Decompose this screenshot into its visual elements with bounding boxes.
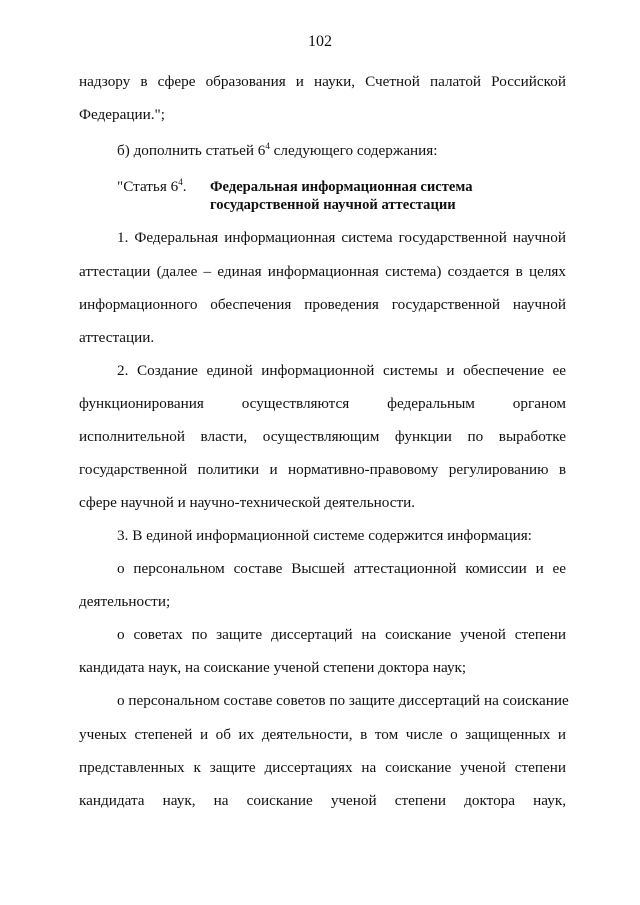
article-label-suffix: .: [182, 178, 187, 195]
list-item-line: кандидата наук, на соискание ученой степени доктора наук,: [79, 792, 566, 809]
article-title: Федеральная информационная система: [210, 179, 473, 195]
list-item-line: ученых степеней и об их деятельности, в том числе о защищенных и: [79, 726, 566, 743]
amendment-b-text-end: следующего содержания:: [269, 142, 438, 159]
article-label: [117, 177, 187, 197]
paragraph-line: 2. Создание единой информационной системы и обеспечение ее: [117, 362, 566, 379]
article-title: государственной научной аттестации: [210, 197, 456, 213]
list-item-line: о персональном составе Высшей аттестационной комиссии и ее: [117, 560, 566, 577]
amendment-b: [117, 141, 438, 161]
paragraph-line: 1. Федеральная информационная система государственной научной: [117, 229, 566, 246]
paragraph-line: аттестации (далее – единая информационная система) создается в целях: [79, 263, 566, 280]
paragraph-line: государственной политики и нормативно-правовому регулированию в: [79, 461, 566, 478]
paragraph-line: аттестации.: [79, 329, 155, 346]
paragraph-line: 3. В единой информационной системе содержится информация:: [117, 527, 532, 544]
list-item-line: кандидата наук, на соискание ученой степени доктора наук;: [79, 659, 467, 676]
amendment-b-superscript: 4: [265, 140, 270, 151]
page-number: 102: [308, 33, 332, 50]
list-item-line: о персональном составе советов по защите диссертаций на соискание: [117, 692, 569, 709]
paragraph-line: информационного обеспечения проведения государственной научной: [79, 296, 566, 313]
list-item-line: представленных к защите диссертациях на соискание ученой степени: [79, 759, 566, 776]
intro-line: Федерации.";: [79, 106, 165, 123]
article-label-superscript: 4: [178, 176, 183, 187]
list-item-line: деятельности;: [79, 593, 171, 610]
article-label-prefix: "Статья 6: [117, 178, 179, 195]
paragraph-line: функционирования осуществляются федеральным органом: [79, 395, 566, 412]
paragraph-line: сфере научной и научно-технической деятельности.: [79, 494, 416, 511]
paragraph-line: исполнительной власти, осуществляющим функции по выработке: [79, 428, 566, 445]
amendment-b-text: б) дополнить статьей 6: [117, 142, 266, 159]
intro-line: надзору в сфере образования и науки, Счетной палатой Российской: [79, 73, 566, 90]
list-item-line: о советах по защите диссертаций на соискание ученой степени: [117, 626, 566, 643]
